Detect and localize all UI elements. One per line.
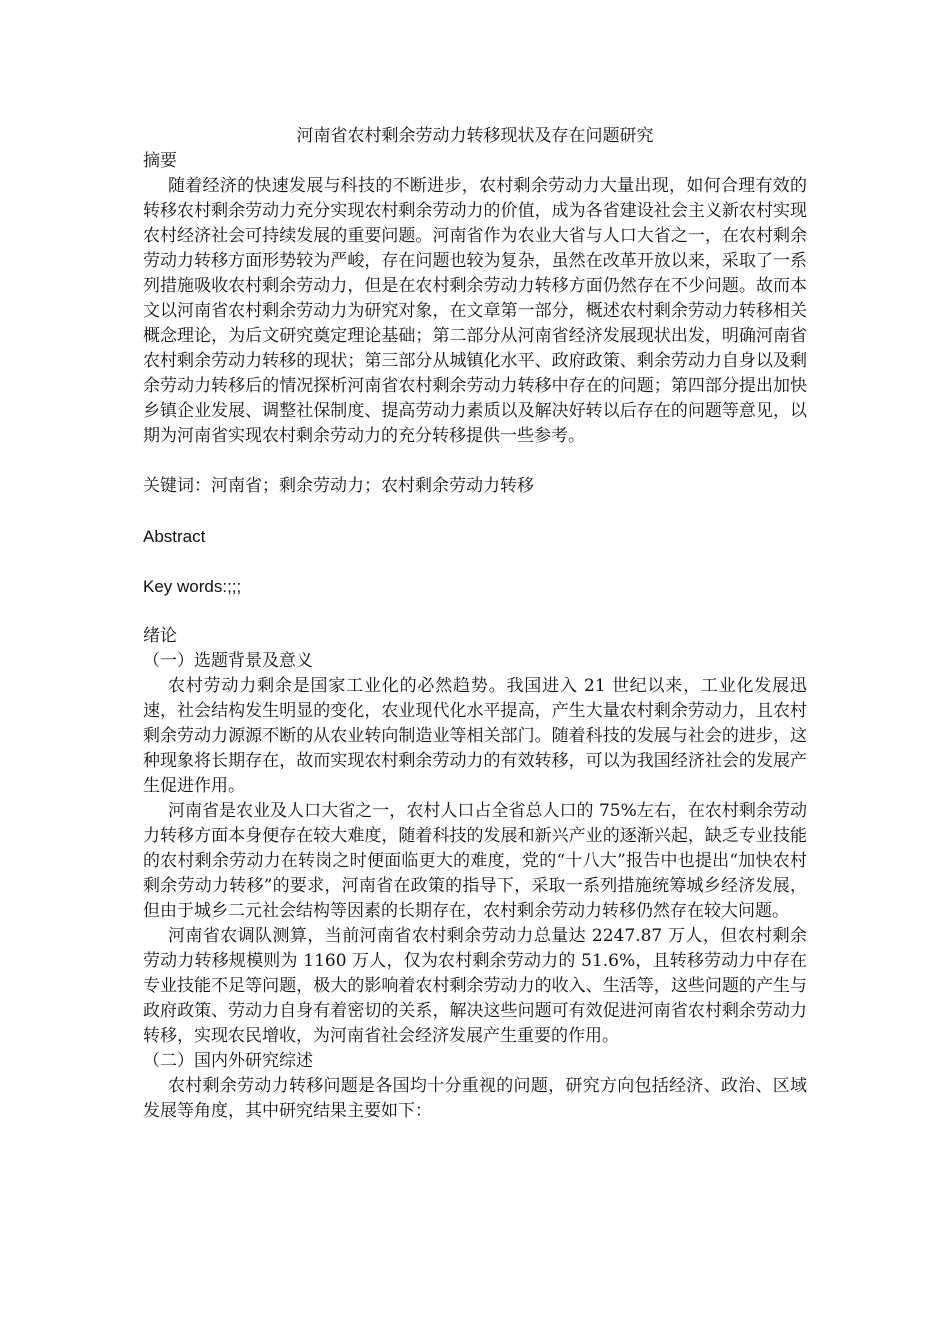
abstract-heading: 摘要	[143, 151, 177, 171]
spacer	[143, 599, 807, 624]
section1-paragraph-2: 河南省是农业及人口大省之一，农村人口占全省总人口的 75%左右，在农村剩余劳动力转移方面本身便存在较大难度，随着科技的发展和新兴产业的逐渐兴起，缺乏专业技能的农村剩余劳动力在转岗之时便面临更大的难度，党的“十八大”报告中也提出“加快农村剩余劳动力转移”的要求，河南省在政策的指导下，采取一系列措施统筹城乡经济发展，但由于城乡二元社会结构等因素的长期存在，农村剩余劳动力转移仍然存在较大问题。	[143, 801, 807, 921]
abstract-en-heading: Abstract	[143, 527, 206, 546]
section2-heading: （二）国内外研究综述	[143, 1051, 313, 1071]
section2-paragraph-1: 农村剩余劳动力转移问题是各国均十分重视的问题，研究方向包括经济、政治、区域发展等角度，其中研究结果主要如下：	[143, 1076, 807, 1121]
document-page	[143, 124, 807, 1124]
keywords: 关键词：河南省；剩余劳动力；农村剩余劳动力转移	[143, 476, 534, 496]
keywords-en: Key words:;;;	[143, 577, 242, 596]
spacer	[143, 499, 807, 524]
spacer	[143, 449, 807, 474]
section1-paragraph-3: 河南省农调队测算，当前河南省农村剩余劳动力总量达 2247.87 万人，但农村剩余劳动力转移规模则为 1160 万人，仅为农村剩余劳动力的 51.6%，且转移劳动力中存在专业技能不足等问题，极大的影响着农村剩余劳动力的收入、生活等，这些问题的产生与政府政策、劳动力自身有着密切的关系，解决这些问题可有效促进河南省农村剩余劳动力转移，实现农民增收，为河南省社会经济发展产生重要的作用。	[143, 926, 807, 1046]
document-title: 河南省农村剩余劳动力转移现状及存在问题研究	[296, 126, 654, 146]
intro-heading: 绪论	[143, 626, 177, 646]
spacer	[143, 549, 807, 574]
section1-paragraph-1: 农村劳动力剩余是国家工业化的必然趋势。我国进入 21 世纪以来，工业化发展迅速，社会结构发生明显的变化，农业现代化水平提高，产生大量农村剩余劳动力，且农村剩余劳动力源源不断的从农业转向制造业等相关部门。随着科技的发展与社会的进步，这种现象将长期存在，故而实现农村剩余劳动力的有效转移，可以为我国经济社会的发展产生促进作用。	[143, 676, 807, 796]
abstract-text: 随着经济的快速发展与科技的不断进步，农村剩余劳动力大量出现，如何合理有效的转移农村剩余劳动力充分实现农村剩余劳动力的价值，成为各省建设社会主义新农村实现农村经济社会可持续发展的重要问题。河南省作为农业大省与人口大省之一，在农村剩余劳动力转移方面形势较为严峻，存在问题也较为复杂，虽然在改革开放以来，采取了一系列措施吸收农村剩余劳动力，但是在农村剩余劳动力转移方面仍然存在不少问题。故而本文以河南省农村剩余劳动力为研究对象，在文章第一部分，概述农村剩余劳动力转移相关概念理论，为后文研究奠定理论基础；第二部分从河南省经济发展现状出发，明确河南省农村剩余劳动力转移的现状；第三部分从城镇化水平、政府政策、剩余劳动力自身以及剩余劳动力转移后的情况探析河南省农村剩余劳动力转移中存在的问题；第四部分提出加快乡镇企业发展、调整社保制度、提高劳动力素质以及解决好转以后存在的问题等意见，以期为河南省实现农村剩余劳动力的充分转移提供一些参考。	[143, 176, 807, 446]
section1-heading: （一）选题背景及意义	[143, 651, 313, 671]
